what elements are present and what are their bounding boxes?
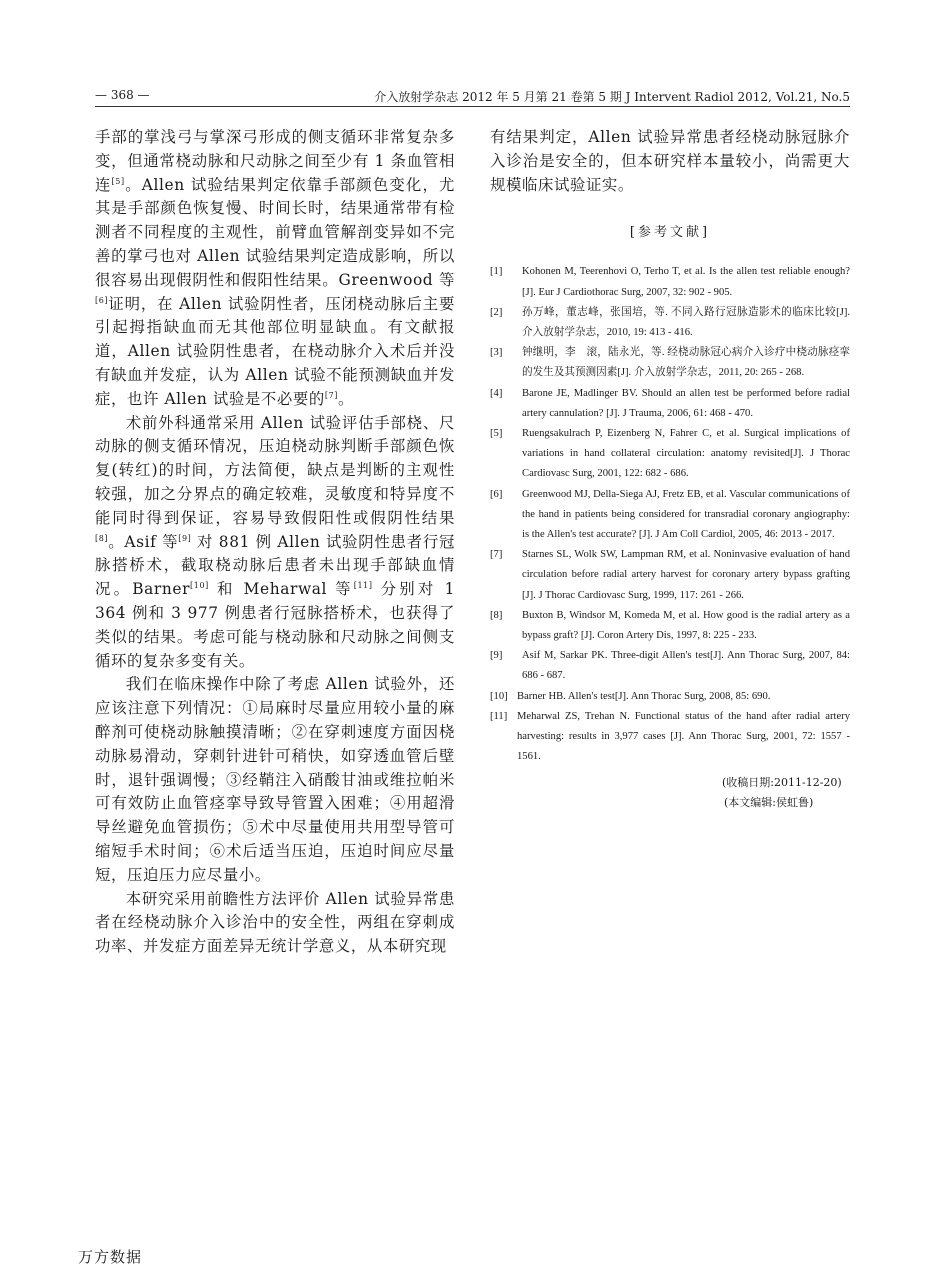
received-date: (收稿日期:2011-12-20) <box>722 776 842 790</box>
reference-text: Starnes SL, Wolk SW, Lampman RM, et al. Noninvasive evaluation of hand circulation before radial artery harvest for coronary artery bypass grafting [J]. J Thorac Cardiovasc Surg, 1999, 117: 261 - 266. <box>522 549 850 601</box>
reference-number: [8] <box>490 609 503 621</box>
reference-text: Barone JE, Madlinger BV. Should an allen test be performed before radial artery cannulation? [J]. J Trauma, 2006, 61: 468 - 470. <box>522 387 850 419</box>
reference-item <box>490 485 850 546</box>
reference-number: [5] <box>490 428 503 440</box>
body-paragraph-3: 我们在临床操作中除了考虑 Allen 试验外，还应该注意下列情况：①局麻时尽量应用较小量的麻醉剂可使桡动脉触摸清晰；②在穿刺速度方面因桡动脉易滑动，穿刺针进针可稍快，如穿透血管后壁时，退针强调慢；③经鞘注入硝酸甘油或维拉帕米可有效防止血管痉挛导致导管置入困难；④用超滑导丝避免血管损伤；⑤术中尽量使用共用型导管可缩短手术时间；⑥术后适当压迫，压迫时间应尽量短，压迫压力应尽量小。 <box>95 675 455 884</box>
reference-item <box>490 646 850 686</box>
body-paragraph-5: 有结果判定，Allen 试验异常患者经桡动脉冠脉介入诊治是安全的，但本研究样本量较小，尚需更大规模临床试验证实。 <box>490 128 850 194</box>
reference-item <box>490 384 850 424</box>
reference-number: [6] <box>490 488 503 500</box>
references-heading: [参考文献] <box>629 225 711 241</box>
reference-item <box>490 343 850 383</box>
reference-number: [11] <box>490 710 508 722</box>
body-paragraph-1: 手部的掌浅弓与掌深弓形成的侧支循环非常复杂多变，但通常桡动脉和尺动脉之间至少有 1 条血管相连[5]。Allen 试验结果判定依靠手部颜色变化，尤其是手部颜色恢复慢、时间长时，结果通常带有检测者不同程度的主观性，前臂血管解剖变异如不完善的掌弓也对 Allen 试验结果判定造成影响，所以很容易出现假阴性和假阳性结果。Greenwood 等[6]证明，在 Allen 试验阴性者，压闭桡动脉后主要引起拇指缺血而无其他部位明显缺血。有文献报道，Allen 试验阴性患者，在桡动脉介入术后并没有缺血并发症，认为 Allen 试验不能预测缺血并发症，也许 Allen 试验是不必要的[7]。 <box>95 128 455 408</box>
reference-text: Ruengsakulrach P, Eizenberg N, Fahrer C, et al. Surgical implications of variations in hand collateral circulation: anatomy revisited[J]. J Thorac Cardiovasc Surg, 2001, 122: 682 - 686. <box>522 428 850 480</box>
reference-item <box>490 545 850 606</box>
reference-item <box>490 262 850 302</box>
reference-item <box>490 303 850 343</box>
reference-number: [10] <box>490 690 508 702</box>
reference-number: [3] <box>490 347 503 359</box>
reference-item <box>490 707 850 768</box>
right-column <box>490 126 850 813</box>
reference-number: [2] <box>490 306 503 318</box>
reference-item <box>490 424 850 485</box>
reference-text: Meharwal ZS, Trehan N. Functional status of the hand after radial artery harvesting: results in 3,977 cases [J]. Ann Thorac Surg, 2001, 72: 1557 - 1561. <box>517 710 850 763</box>
body-paragraph-2: 术前外科通常采用 Allen 试验评估手部桡、尺动脉的侧支循环情况，压迫桡动脉判断手部颜色恢复(转红)的时间，方法简便，缺点是判断的主观性较强，加之分界点的确定较难，灵敏度和特异度不能同时得到保证，容易导致假阳性或假阴性结果[8]。Asif 等[9] 对 881 例 Allen 试验阴性患者行冠脉搭桥术，截取桡动脉后患者未出现手部缺血情况。Barner[10] 和 Meharwal 等[11] 分别对 1 364 例和 3 977 例患者行冠脉搭桥术，也获得了类似的结果。考虑可能与桡动脉和尺动脉之间侧支循环的复杂多变有关。 <box>95 413 455 670</box>
reference-text: Asif M, Sarkar PK. Three-digit Allen's test[J]. Ann Thorac Surg, 2007, 84: 686 - 687. <box>522 650 850 682</box>
body-paragraph-4: 本研究采用前瞻性方法评价 Allen 试验异常患者在经桡动脉介入诊治中的安全性，两组在穿刺成功率、并发症方面差异无统计学意义，从本研究现 <box>95 889 455 956</box>
reference-number: [9] <box>490 650 503 662</box>
reference-number: [1] <box>490 266 503 278</box>
reference-text: Buxton B, Windsor M, Komeda M, et al. How good is the radial artery as a bypass graft? [J]. Coron Artery Dis, 1997, 8: 225 - 233. <box>522 609 850 642</box>
reference-item <box>490 687 850 707</box>
reference-number: [4] <box>490 387 503 399</box>
reference-text: Barner HB. Allen's test[J]. Ann Thorac Surg, 2008, 85: 690. <box>517 690 771 702</box>
wanfang-watermark: 万方数据 <box>78 1248 143 1266</box>
editor-note: (本文编辑:侯虹鲁) <box>724 796 814 810</box>
reference-text: 孙万峰，董志峰，张国培，等. 不同入路行冠脉造影术的临床比较[J]. 介入放射学杂志，2010, 19: 413 - 416. <box>522 306 850 338</box>
left-column <box>95 126 455 959</box>
reference-number: [7] <box>490 549 503 561</box>
page-number: — 368 — <box>95 88 150 102</box>
reference-text: Greenwood MJ, Della-Siega AJ, Fretz EB, et al. Vascular communications of the hand in patients being considered for transradial coronary angiography: is the Allen's test accurate? [J]. J Am Coll Cardiol, 2005, 46: 2013 - 2017. <box>522 488 850 541</box>
reference-text: Kohonen M, Teerenhovi O, Terho T, et al. Is the allen test reliable enough? [J]. Eur J Cardiothorac Surg, 2007, 32: 902 - 905. <box>522 266 850 298</box>
running-header <box>95 86 850 107</box>
reference-list <box>490 262 850 767</box>
reference-text: 钟继明，李 滚，陆永光，等. 经桡动脉冠心病介入诊疗中桡动脉痉挛的发生及其预测因素[J]. 介入放射学杂志，2011, 20: 265 - 268. <box>522 347 850 379</box>
reference-item <box>490 606 850 646</box>
journal-citation: 介入放射学杂志 2012 年 5 月第 21 卷第 5 期 J Intervent Radiol 2012, Vol.21, No.5 <box>374 90 850 104</box>
